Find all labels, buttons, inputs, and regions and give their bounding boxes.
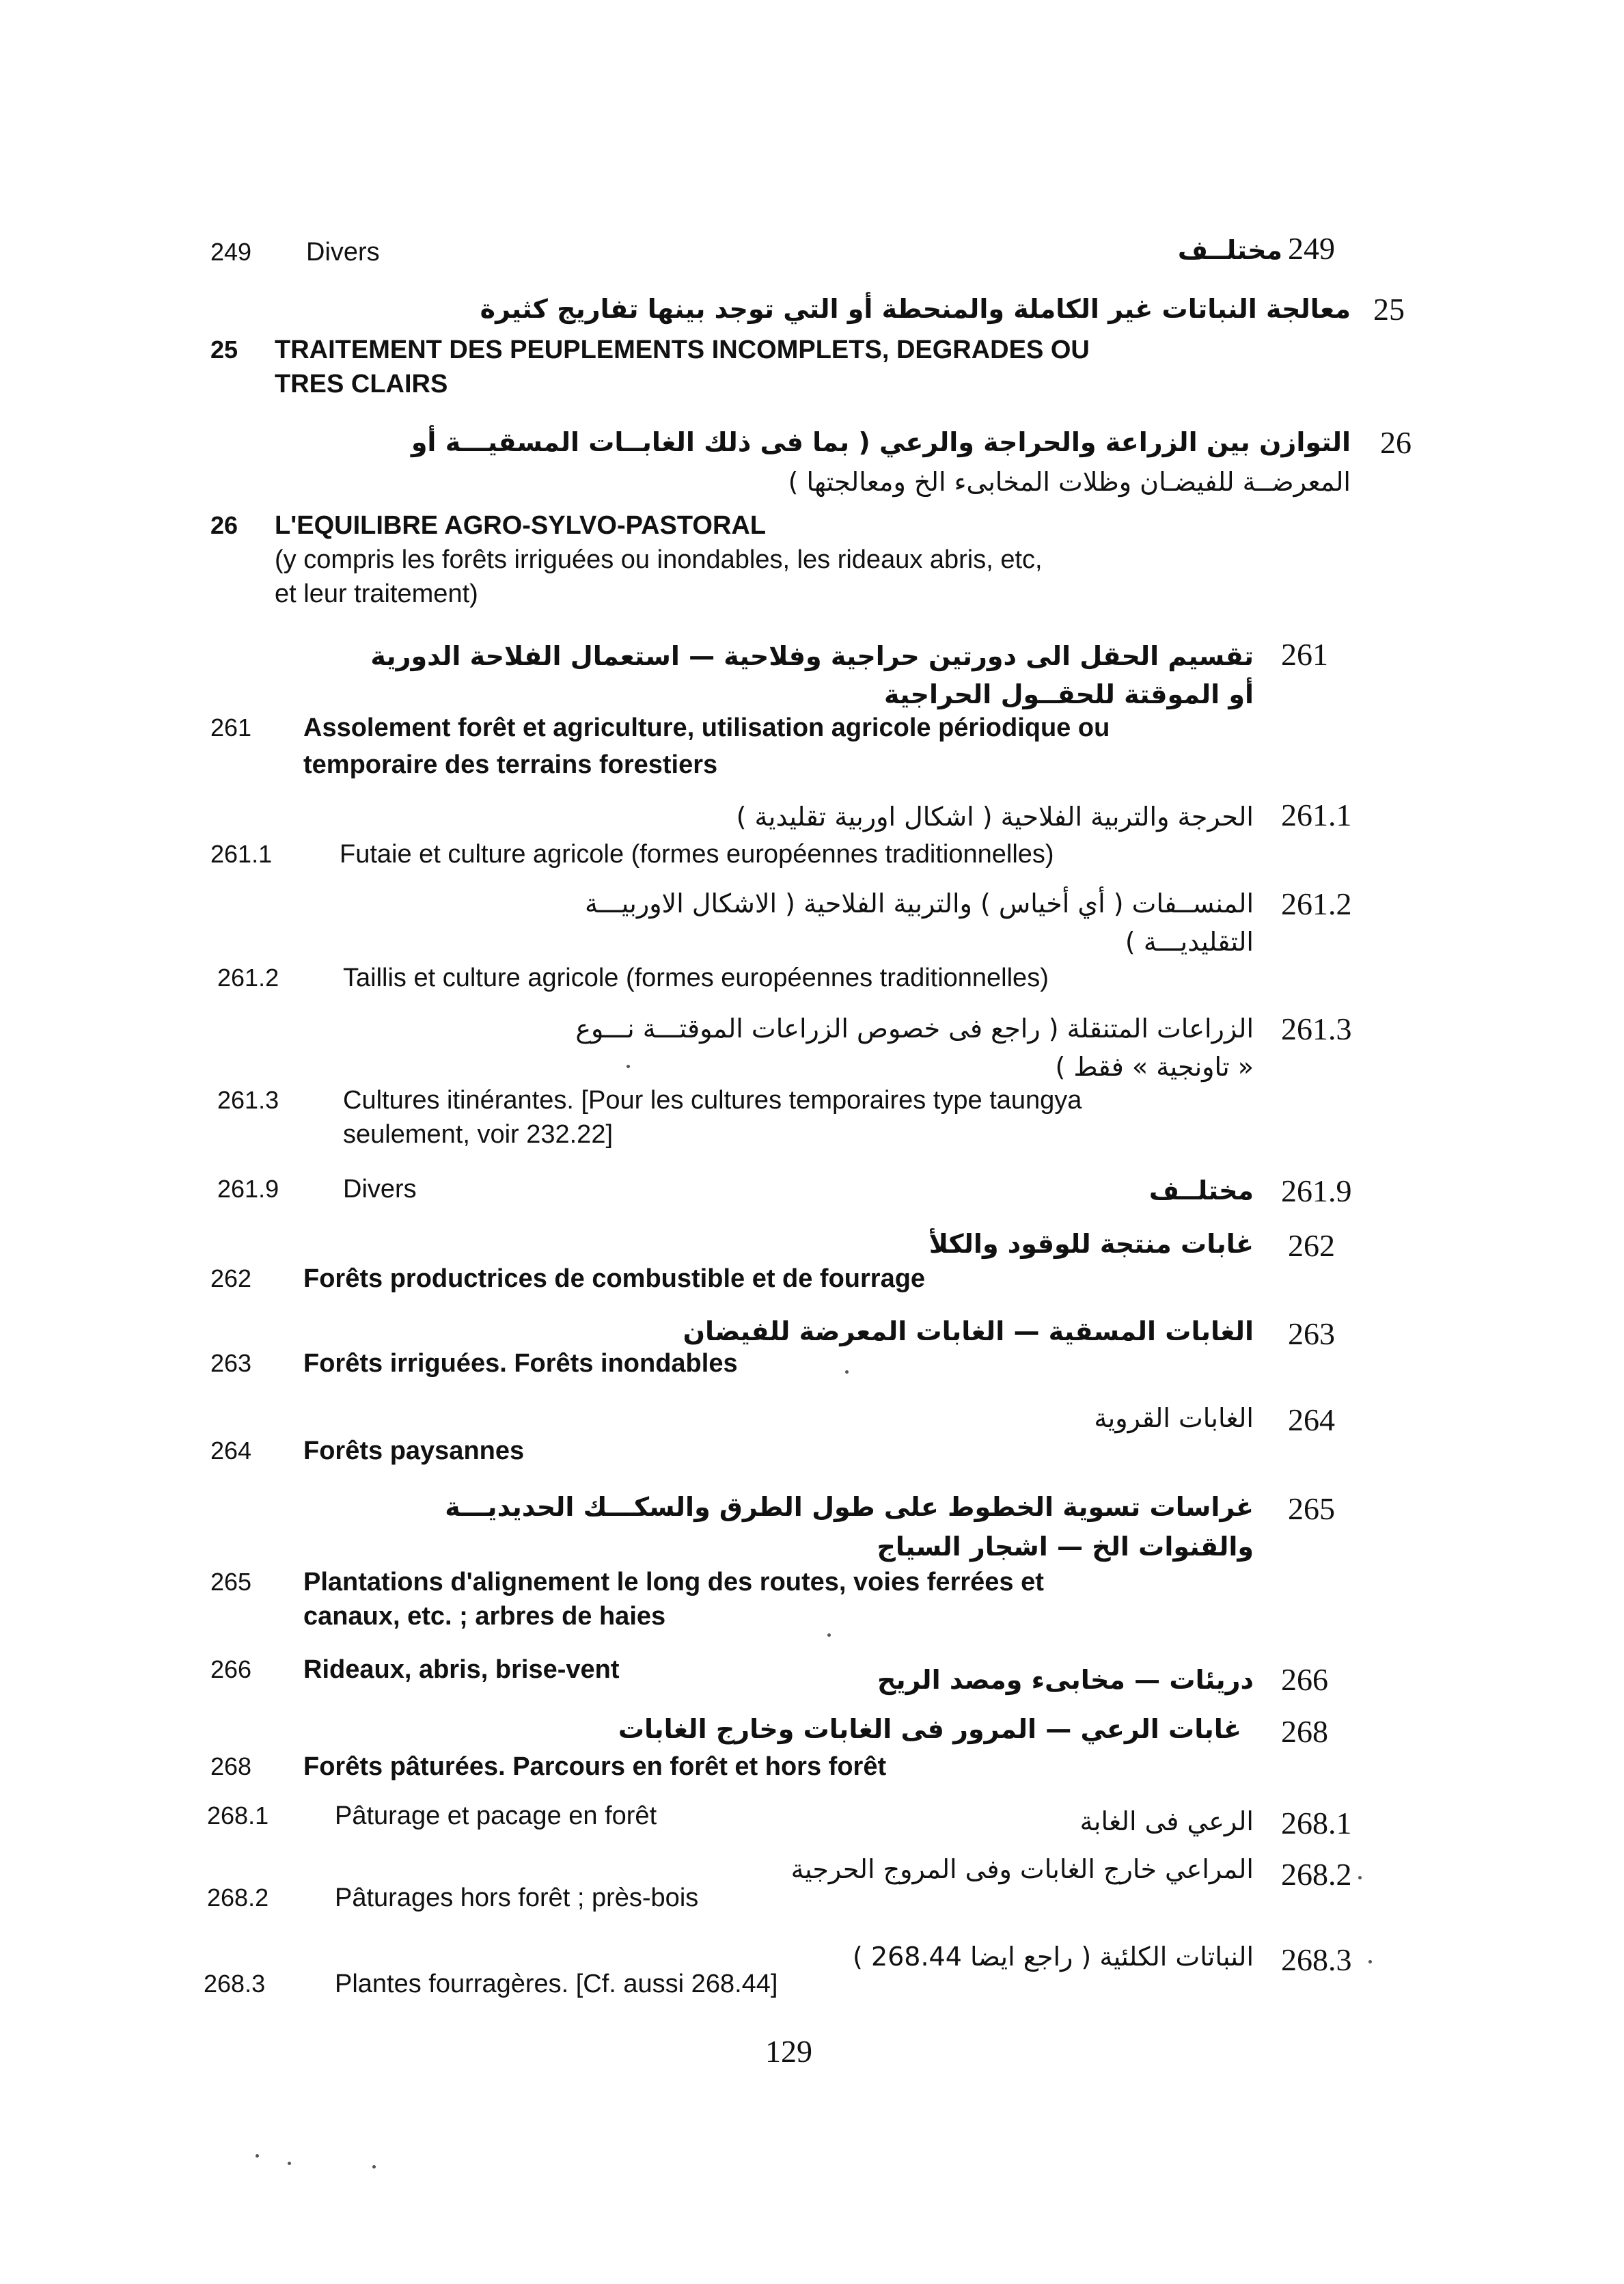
ar-entry-261-9: مختلــف bbox=[1148, 1175, 1254, 1206]
fr-code-26: 26 bbox=[210, 511, 238, 539]
ar-heading-26: التوازن بين الزراعة والحراجة والرعي ( بما فى ذلك الغابــات المسقيـــة أو bbox=[411, 427, 1351, 457]
ar-code-264: 264 bbox=[1288, 1402, 1335, 1437]
fr-entry-261-cont: temporaire des terrains forestiers bbox=[303, 750, 718, 779]
fr-heading-26: L'EQUILIBRE AGRO-SYLVO-PASTORAL bbox=[275, 511, 767, 540]
header-left-code: 249 bbox=[210, 238, 252, 266]
ar-code-261-3: 261.3 bbox=[1281, 1011, 1352, 1046]
ar-entry-265-cont: والقنوات الخ — اشجار السياج bbox=[877, 1532, 1254, 1562]
scan-speck bbox=[1368, 1960, 1372, 1963]
fr-code-266: 266 bbox=[210, 1655, 252, 1683]
fr-entry-262: Forêts productrices de combustible et de fourrage bbox=[303, 1264, 926, 1293]
fr-code-268-1: 268.1 bbox=[207, 1802, 269, 1830]
fr-heading-26-cont2: et leur traitement) bbox=[275, 580, 478, 608]
ar-entry-268-3: النباتات الكلئية ( راجع ايضا 268.44 ) bbox=[853, 1942, 1254, 1972]
ar-code-268-2: 268.2 bbox=[1281, 1857, 1352, 1892]
ar-code-268-1: 268.1 bbox=[1281, 1806, 1352, 1840]
ar-code-265: 265 bbox=[1288, 1491, 1335, 1526]
ar-code-268: 268 bbox=[1281, 1714, 1328, 1749]
scan-speck bbox=[288, 2162, 291, 2165]
fr-entry-268-3: Plantes fourragères. [Cf. aussi 268.44] bbox=[335, 1970, 778, 1998]
fr-code-25: 25 bbox=[210, 336, 238, 364]
header-left-label: Divers bbox=[306, 238, 380, 267]
ar-entry-261-1: الحرجة والتربية الفلاحية ( اشكال اوربية تقليدية ) bbox=[736, 802, 1254, 832]
fr-entry-261-9: Divers bbox=[343, 1175, 417, 1204]
ar-code-261-2: 261.2 bbox=[1281, 886, 1352, 921]
scan-speck bbox=[372, 2165, 376, 2169]
scan-speck bbox=[827, 1633, 831, 1637]
fr-heading-26-cont1: (y compris les forêts irriguées ou inondables, les rideaux abris, etc, bbox=[275, 545, 1043, 574]
ar-entry-261-2: المنســفات ( أي أخياس ) والتربية الفلاحية ( الاشكال الاوربيـــة bbox=[585, 888, 1254, 919]
fr-code-264: 264 bbox=[210, 1437, 252, 1465]
ar-entry-268-2: المراعي خارج الغابات وفى المروج الحرجية bbox=[790, 1854, 1254, 1884]
header-right-label: مختلــف bbox=[1177, 235, 1282, 265]
fr-entry-261-3-cont: seulement, voir 232.22] bbox=[343, 1120, 614, 1149]
fr-entry-261-3: Cultures itinérantes. [Pour les cultures temporaires type taungya bbox=[343, 1086, 1082, 1115]
ar-code-261: 261 bbox=[1281, 637, 1328, 672]
ar-entry-266: دريئات — مخابىء ومصد الريح bbox=[877, 1665, 1254, 1695]
fr-entry-268-2: Pâturages hors forêt ; près-bois bbox=[335, 1884, 699, 1912]
ar-code-25: 25 bbox=[1373, 292, 1405, 327]
fr-entry-264: Forêts paysannes bbox=[303, 1437, 525, 1465]
fr-code-261-9: 261.9 bbox=[217, 1175, 279, 1203]
header-right-code: 249 bbox=[1288, 231, 1335, 266]
fr-entry-268-1: Pâturage et pacage en forêt bbox=[335, 1802, 657, 1830]
ar-entry-261-3: الزراعات المتنقلة ( راجع فى خصوص الزراعات الموقتـــة نـــوع bbox=[575, 1014, 1254, 1044]
ar-code-262: 262 bbox=[1288, 1228, 1335, 1263]
ar-entry-268: غابات الرعي — المرور فى الغابات وخارج الغابات bbox=[618, 1714, 1241, 1744]
fr-entry-261-1: Futaie et culture agricole (formes européennes traditionnelles) bbox=[340, 840, 1054, 869]
ar-entry-261-3-cont: « تاونجية » فقط ) bbox=[1055, 1052, 1254, 1082]
fr-code-261-2: 261.2 bbox=[217, 964, 279, 992]
fr-code-262: 262 bbox=[210, 1264, 252, 1292]
ar-code-261-9: 261.9 bbox=[1281, 1173, 1352, 1208]
fr-heading-25-cont: TRES CLAIRS bbox=[275, 370, 448, 398]
fr-entry-265-cont: canaux, etc. ; arbres de haies bbox=[303, 1602, 666, 1631]
fr-entry-261: Assolement forêt et agriculture, utilisation agricole périodique ou bbox=[303, 713, 1110, 742]
ar-entry-268-1: الرعي فى الغابة bbox=[1079, 1806, 1254, 1836]
ar-entry-264: الغابات القروية bbox=[1094, 1403, 1254, 1433]
ar-code-263: 263 bbox=[1288, 1316, 1335, 1351]
fr-entry-265: Plantations d'alignement le long des routes, voies ferrées et bbox=[303, 1568, 1044, 1596]
ar-entry-261-cont: أو الموقتة للحقــول الحراجية bbox=[884, 679, 1254, 709]
scan-speck bbox=[256, 2154, 259, 2158]
ar-code-266: 266 bbox=[1281, 1662, 1328, 1697]
fr-code-268: 268 bbox=[210, 1752, 252, 1780]
page-number: 129 bbox=[765, 2034, 812, 2069]
fr-code-263: 263 bbox=[210, 1349, 252, 1377]
ar-heading-26-cont: المعرضــة للفيضـان وظلات المخابىء الخ ومعالجتها ) bbox=[788, 467, 1351, 497]
fr-heading-25: TRAITEMENT DES PEUPLEMENTS INCOMPLETS, DEGRADES OU bbox=[275, 336, 1090, 364]
ar-code-26: 26 bbox=[1380, 425, 1412, 460]
fr-entry-268: Forêts pâturées. Parcours en forêt et hors forêt bbox=[303, 1752, 887, 1781]
scan-speck bbox=[627, 1065, 630, 1068]
ar-entry-262: غابات منتجة للوقود والكلأ bbox=[928, 1229, 1254, 1259]
fr-entry-266: Rideaux, abris, brise-vent bbox=[303, 1655, 620, 1684]
fr-entry-261-2: Taillis et culture agricole (formes européennes traditionnelles) bbox=[343, 964, 1049, 992]
fr-code-261-1: 261.1 bbox=[210, 840, 273, 868]
fr-code-268-3: 268.3 bbox=[204, 1970, 266, 1998]
ar-code-268-3: 268.3 bbox=[1281, 1942, 1352, 1977]
scan-speck bbox=[1358, 1876, 1362, 1879]
ar-entry-261-2-cont: التقليديـــة ) bbox=[1125, 927, 1254, 957]
fr-code-268-2: 268.2 bbox=[207, 1884, 269, 1912]
ar-code-261-1: 261.1 bbox=[1281, 798, 1352, 832]
fr-code-261-3: 261.3 bbox=[217, 1086, 279, 1114]
fr-code-265: 265 bbox=[210, 1568, 252, 1596]
ar-heading-25: معالجة النباتات غير الكاملة والمنحطة أو التي توجد بينها تفاريج كثيرة bbox=[480, 294, 1351, 324]
ar-entry-263: الغابات المسقية — الغابات المعرضة للفيضان bbox=[683, 1316, 1254, 1346]
ar-entry-265: غراسات تسوية الخطوط على طول الطرق والسكـــك الحديديـــة bbox=[445, 1492, 1254, 1522]
ar-entry-261: تقسيم الحقل الى دورتين حراجية وفلاحية — استعمال الفلاحة الدورية bbox=[370, 641, 1254, 671]
fr-code-261: 261 bbox=[210, 713, 252, 742]
fr-entry-263: Forêts irriguées. Forêts inondables bbox=[303, 1349, 738, 1378]
scan-speck bbox=[845, 1370, 849, 1374]
